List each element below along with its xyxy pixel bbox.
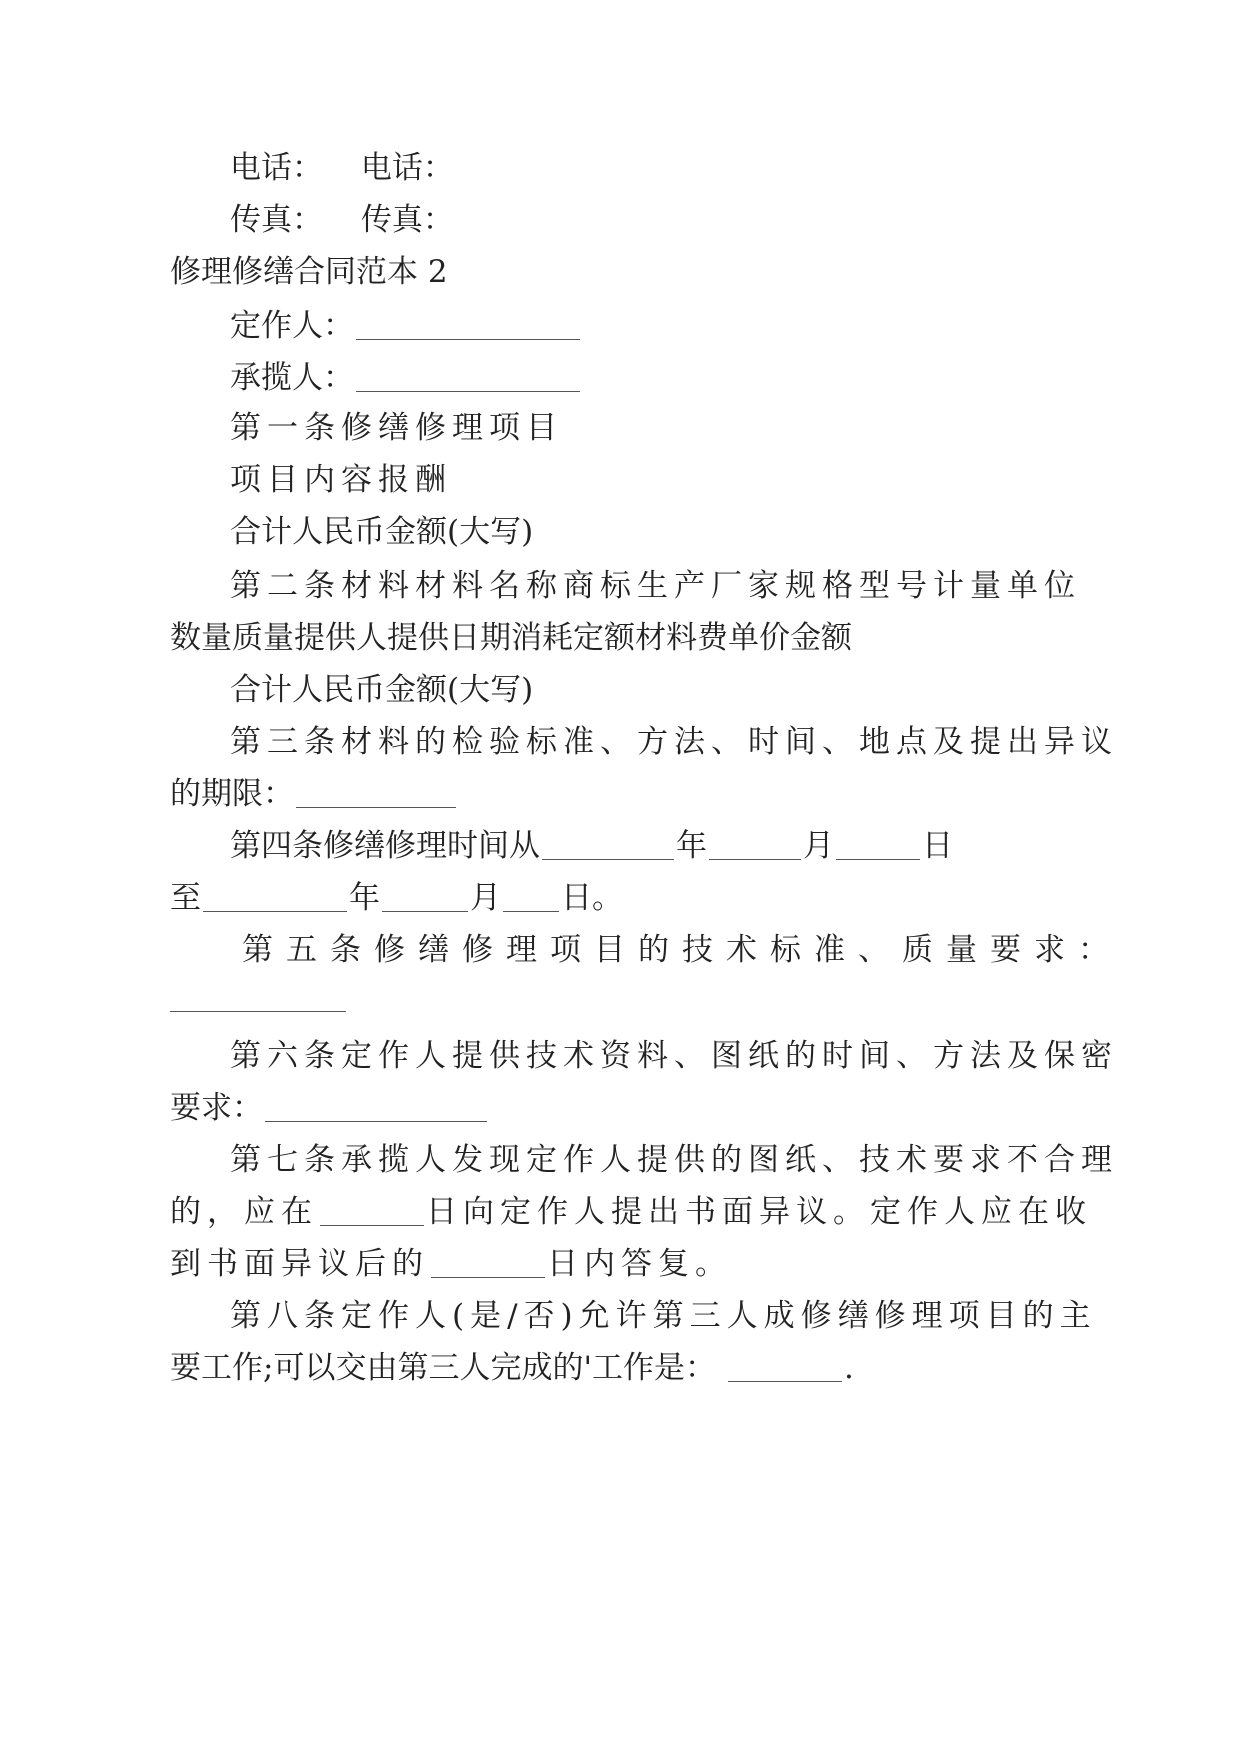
article-6-requirement-label: 要求： <box>170 1090 263 1126</box>
article-3-line-2 <box>170 774 458 814</box>
article-1-heading: 第一条修缮修理项目 <box>230 410 563 446</box>
article-5-blank <box>170 981 346 1012</box>
article-8-line-2 <box>170 1348 854 1388</box>
article-2-line-2: 数量质量提供人提供日期消耗定额材料费单价金额 <box>170 620 852 656</box>
month-label: 月 <box>470 880 501 916</box>
contractor-blank <box>356 361 580 392</box>
article-7-text-a: 的，应在 <box>170 1194 318 1230</box>
fax-line <box>230 200 454 240</box>
client-label: 定作人： <box>230 308 354 344</box>
article-4-text: 第四条修缮修理时间从 <box>230 828 540 864</box>
article-2-line-1: 第二条材料材料名称商标生产厂家规格型号计量单位 <box>230 568 1081 604</box>
article-8-text: 要工作;可以交由第三人完成的'工作是： <box>170 1350 716 1386</box>
fax-label: 传真： <box>230 202 323 238</box>
article-3-blank <box>296 777 456 808</box>
fax-label: 传真： <box>360 202 454 238</box>
start-day-blank <box>836 829 920 860</box>
article-3-term-label: 的期限： <box>170 776 294 812</box>
end-year-blank <box>203 881 347 912</box>
month-label: 月 <box>803 828 834 864</box>
article-4-line-2 <box>170 878 623 918</box>
article-8-blank <box>728 1351 842 1382</box>
article-2-total: 合计人民币金额(大写) <box>230 672 534 708</box>
day-label: 日 <box>922 828 953 864</box>
client-line <box>230 306 582 346</box>
article-7-text-c: 到书面异议后的 <box>170 1246 429 1282</box>
article-1-columns: 项目内容报酬 <box>230 462 452 498</box>
article-7-text-b: 日向定作人提出书面异议。定作人应在收 <box>426 1194 1092 1230</box>
telephone-label: 电话： <box>230 150 323 186</box>
end-day-blank <box>503 881 559 912</box>
article-5-blank-line <box>170 978 348 1018</box>
contractor-label: 承揽人： <box>230 360 354 396</box>
article-7-days-blank <box>320 1195 424 1226</box>
year-label: 年 <box>676 828 707 864</box>
article-7-line-1: 第七条承揽人发现定作人提供的图纸、技术要求不合理 <box>230 1142 1118 1178</box>
telephone-label: 电话： <box>360 150 454 186</box>
article-6-line-2 <box>170 1088 489 1128</box>
contractor-line <box>230 358 582 398</box>
article-5-line: 第五条修缮修理项目的技术标准、质量要求： <box>242 932 1122 968</box>
article-6-line-1: 第六条定作人提供技术资料、图纸的时间、方法及保密 <box>230 1038 1118 1074</box>
start-month-blank <box>709 829 801 860</box>
article-4-line-1 <box>230 826 953 866</box>
article-8-line-1: 第八条定作人(是/否)允许第三人成修缮修理项目的主 <box>230 1298 1097 1334</box>
end-month-blank <box>382 881 468 912</box>
article-1-total: 合计人民币金额(大写) <box>230 514 534 550</box>
article-6-blank <box>265 1091 487 1122</box>
article-4-to-label: 至 <box>170 880 201 916</box>
section-title: 修理修缮合同范本 2 <box>170 254 448 290</box>
start-year-blank <box>542 829 674 860</box>
article-7-line-2 <box>170 1192 1092 1232</box>
article-3-line-1: 第三条材料的检验标准、方法、时间、地点及提出异议 <box>230 724 1118 760</box>
article-7-line-3 <box>170 1244 732 1284</box>
article-7-text-d: 日内答复。 <box>547 1246 732 1282</box>
client-blank <box>356 309 580 340</box>
article-7-reply-blank <box>431 1247 545 1278</box>
year-label: 年 <box>349 880 380 916</box>
telephone-line <box>230 148 454 188</box>
article-8-end: . <box>843 1350 854 1386</box>
day-end-label: 日。 <box>561 880 623 916</box>
